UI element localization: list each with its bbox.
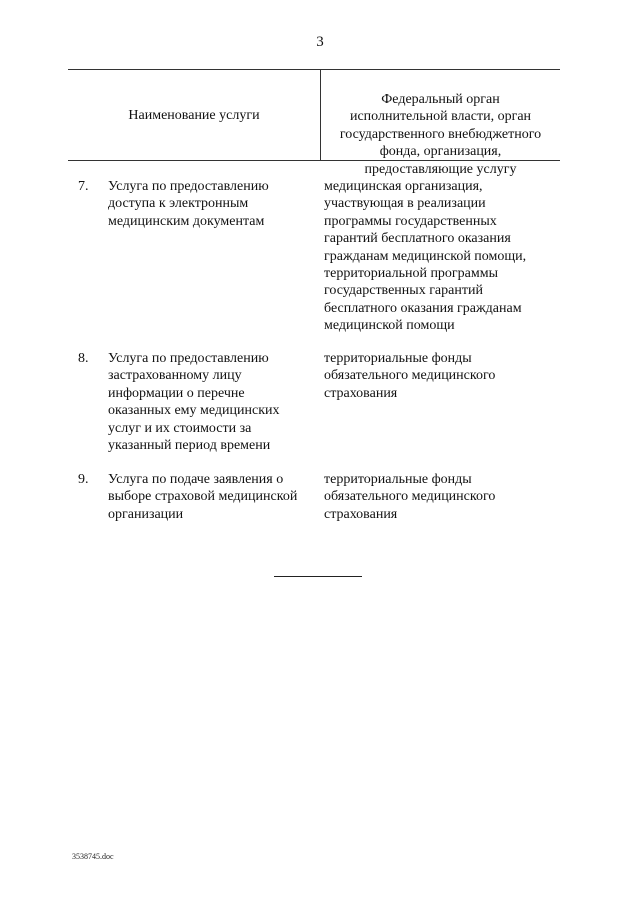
- end-separator-line: [274, 576, 362, 577]
- row-provider: территориальные фонды обязательного медицинского страхования: [324, 351, 496, 401]
- row-provider: территориальные фонды обязательного медицинского страхования: [324, 472, 496, 522]
- header-provider-text: Федеральный орган исполнительной власти, орган государственного внебюджетного фонда, организация, предоставляющие услугу: [339, 91, 542, 177]
- row-number: 9.: [78, 472, 89, 487]
- page-number: 3: [316, 34, 324, 50]
- row-number: 7.: [78, 179, 89, 194]
- row-provider: медицинская организация, участвующая в реализации программы государственных гарантий бесплатного оказания гражданам медицинской помощи, территориальной программы государственных гарантий бесплатного оказания гражданам медицинской помощи: [324, 179, 527, 334]
- header-service-name: [68, 70, 320, 160]
- row-service-name: Услуга по подаче заявления о выборе страховой медицинской организации: [108, 472, 298, 522]
- row-service-name: Услуга по предоставлению доступа к электронным медицинским документам: [108, 179, 269, 229]
- row-number: 8.: [78, 351, 89, 366]
- header-provider: [321, 73, 560, 179]
- header-service-name-text: Наименование услуги: [128, 107, 260, 123]
- table-header: [68, 69, 560, 177]
- document-id: 3538745.doc: [72, 852, 114, 861]
- row-service-name: Услуга по предоставлению застрахованному лицу информации о перечне оказанных ему медицинских услуг и их стоимости за указанный период времени: [108, 351, 280, 454]
